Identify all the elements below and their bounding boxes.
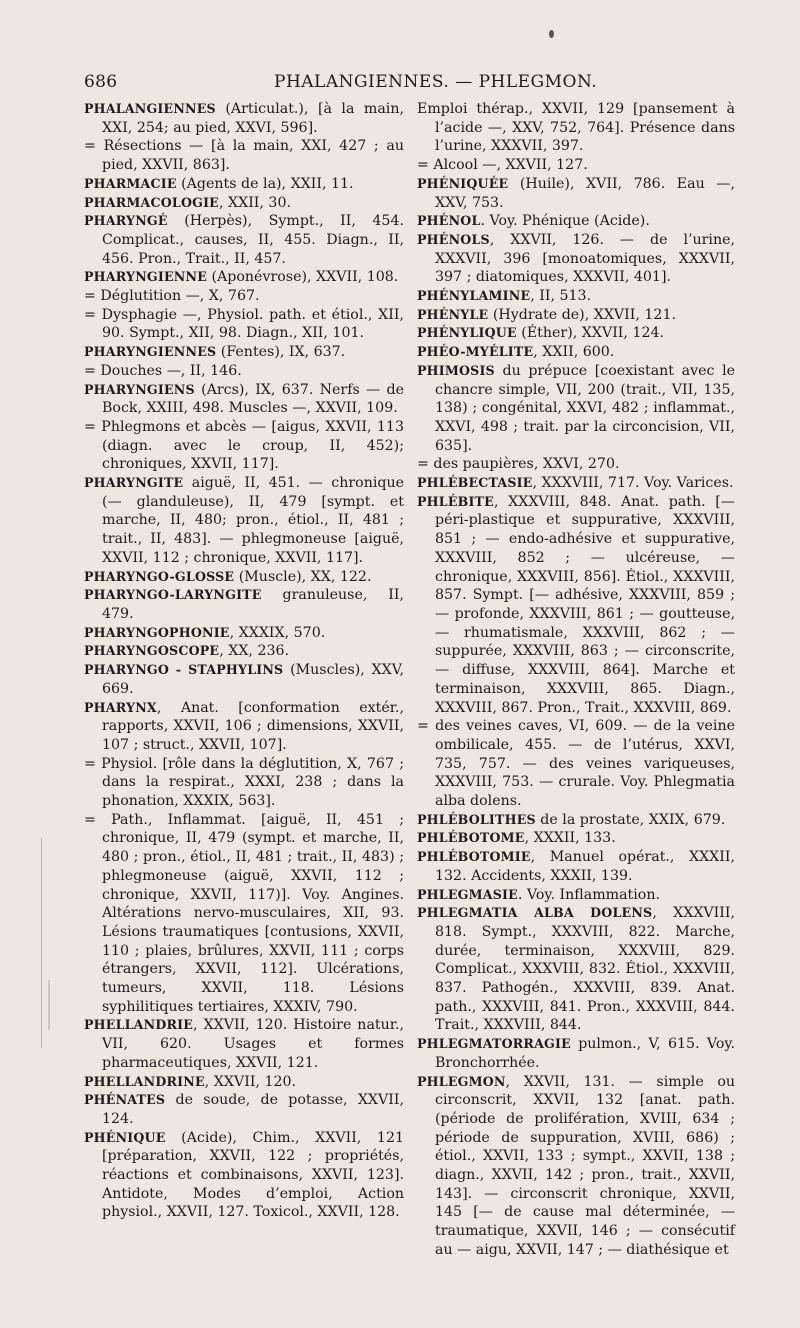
- entry-headword: PHELLANDRINE: [84, 1073, 205, 1089]
- entry-text: (Éther), XXVII, 124.: [516, 325, 665, 342]
- index-entry: [84, 418, 404, 474]
- index-entry: [84, 811, 404, 1017]
- entry-headword: PHÉNIQUE: [84, 1129, 166, 1145]
- index-entry: [84, 755, 404, 811]
- index-entry: [417, 1035, 735, 1072]
- index-entry: [84, 194, 404, 213]
- index-entry: [84, 1016, 404, 1072]
- entry-headword: PHÉNOL: [417, 213, 481, 229]
- entry-headword: PHARYNGO - STAPHYLINS: [84, 662, 284, 678]
- entry-headword: PHIMOSIS: [417, 362, 495, 378]
- index-entry: [84, 474, 404, 568]
- index-entry: [84, 175, 404, 194]
- entry-text: = Alcool —, XXVII, 127.: [417, 157, 588, 174]
- index-entry: [417, 717, 735, 811]
- index-entry: [417, 156, 735, 175]
- entry-text: de la prostate, XXIX, 679.: [535, 811, 726, 828]
- index-entry: [417, 455, 735, 474]
- index-entry: [84, 586, 404, 623]
- entry-headword: PHARYNGIENNE: [84, 269, 207, 285]
- ink-dot: [549, 30, 554, 38]
- index-entry: [417, 811, 735, 830]
- right-column: [417, 100, 735, 1260]
- entry-text: (Acide), Chim., XXVII, 121 [préparation, XXVII, 122 ; propriétés, réactions et combinaisons, XXVII, 123]. Antidote, Modes d’emploi, Action physiol., XXVII, 127. Toxicol., XXVII, 128.: [102, 1129, 404, 1221]
- entry-text: = des veines caves, VI, 609. — de la veine ombilicale, 455. — de l’utérus, XXVI, 735, 757. — des veines variqueuses, XXXVIII, 753. — crurale. Voy. Phlegmatia alba dolens.: [417, 718, 735, 810]
- entry-headword: PHLEGMATORRAGIE: [417, 1036, 571, 1052]
- entry-headword: PHARMACIE: [84, 175, 177, 191]
- entry-headword: PHLÉBECTASIE: [417, 475, 533, 491]
- entry-text: , XXII, 30.: [218, 194, 291, 211]
- left-column: [84, 100, 404, 1222]
- entry-text: = Phlegmons et abcès — [aigus, XXVII, 113 (diagn. avec le croup, II, 452); chroniques, XXVII, 117].: [84, 418, 404, 473]
- entry-text: = Physiol. [rôle dans la déglutition, X, 767 ; dans la respirat., XXXI, 238 ; dans la phonation, XXXIX, 563].: [84, 755, 404, 810]
- running-head: PHALANGIENNES. — PHLEGMON.: [274, 72, 598, 92]
- index-entry: [84, 100, 404, 137]
- index-entry: [84, 642, 404, 661]
- index-entry: [417, 493, 735, 717]
- index-entry: [417, 231, 735, 287]
- entry-headword: PHLÉBOLITHES: [417, 811, 536, 827]
- entry-headword: PHARYNGITE: [84, 475, 184, 491]
- entry-text: , Manuel opérat., XXXII, 132. Accidents, XXXII, 139.: [435, 849, 735, 884]
- entry-text: = des paupières, XXVI, 270.: [417, 456, 620, 473]
- index-entry: [84, 1091, 404, 1128]
- page-header: [84, 72, 744, 102]
- entry-text: , XX, 236.: [219, 643, 290, 660]
- entry-text: , XXXIX, 570.: [229, 624, 326, 641]
- entry-text: aiguë, II, 451. — chronique (— glanduleuse), II, 479 [sympt. et marche, II, 480; pron., étiol., II, 481 ; trait., II, 483]. — phlegmoneuse [aiguë, XXVII, 112 ; chronique, XXVII, 117].: [102, 475, 404, 566]
- entry-text: , XXII, 600.: [533, 344, 615, 361]
- entry-text: (Huile), XVII, 786. Eau —, XXV, 753.: [435, 175, 735, 211]
- entry-headword: PHELLANDRIE: [84, 1017, 194, 1033]
- index-entry: [84, 661, 404, 698]
- page-number: 686: [84, 72, 118, 92]
- index-entry: [417, 306, 735, 325]
- index-entry: [417, 829, 735, 848]
- entry-text: = Déglutition —, X, 767.: [84, 288, 260, 305]
- entry-text: (Articulat.), [à la main, XXI, 254; au pied, XXVI, 596].: [102, 101, 404, 136]
- index-entry: [417, 212, 735, 231]
- index-entry: [417, 100, 735, 156]
- entry-text: de soude, de potasse, XXVII, 124.: [102, 1092, 404, 1127]
- entry-headword: PHÉNYLE: [417, 306, 489, 322]
- entry-text: = Path., Inflammat. [aiguë, II, 451 ; chronique, II, 479 (sympt. et marche, II, 480 ; pron., étiol., II, 481 ; trait., II, 483) ; phlegmoneuse (aiguë, XXVII, 112 ; chronique, XXVII, 117)]. Voy. Angines. Altérations nervo-musculaires, XII, 93. Lésions traumatiques [contusions, XXVII, 110 ; plaies, brûlures, XXVII, 111 ; corps étrangers, XXVII, 112]. Ulcérations, tumeurs, XXVII, 118. Lésions syphilitiques tertiaires, XXXIV, 790.: [84, 811, 404, 1015]
- index-entry: [84, 381, 404, 418]
- index-entry: [84, 343, 404, 362]
- index-entry: [84, 362, 404, 381]
- entry-headword: PHARYNGO-GLOSSE: [84, 568, 235, 584]
- index-entry: [417, 287, 735, 306]
- entry-text: (Agents de la), XXII, 11.: [176, 175, 354, 192]
- margin-pencil-mark-2: [48, 980, 50, 1030]
- index-entry: [84, 568, 404, 587]
- entry-text: = Dysphagie —, Physiol. path. et étiol., XII, 90. Sympt., XII, 98. Diagn., XII, 101.: [84, 306, 404, 342]
- index-entry: [417, 1073, 735, 1260]
- entry-headword: PHARYNGIENS: [84, 381, 195, 397]
- entry-text: (Muscle), XX, 122.: [234, 568, 372, 585]
- entry-headword: PHLÉBOTOMIE: [417, 849, 531, 865]
- index-entry: [84, 1073, 404, 1092]
- index-entry: [84, 624, 404, 643]
- entry-text: pulmon., V, 615. Voy. Bronchorrhée.: [435, 1036, 735, 1071]
- entry-text: (Muscles), XXV, 669.: [102, 662, 404, 697]
- entry-text: , XXXVIII, 818. Sympt., XXXVIII, 822. Marche, durée, terminaison, XXXVIII, 829. Complicat., XXXVIII, 832. Étiol., XXXVIII, 837. Pathogén., XXXVIII, 839. Anat. path., XXXVIII, 841. Pron., XXXVIII, 844. Trait., XXXVIII, 844.: [435, 905, 736, 1034]
- index-entry: [417, 474, 735, 493]
- entry-headword: PHÉO-MYÉLITE: [417, 344, 534, 360]
- index-entry: [417, 343, 735, 362]
- entry-headword: PHALANGIENNES: [84, 101, 216, 116]
- entry-text: , XXVII, 126. — de l’urine, XXXVII, 396 [monoatomiques, XXXVII, 397 ; diatomiques, XXXVII, 401].: [435, 231, 735, 286]
- entry-text: , XXXVIII, 717. Voy. Varices.: [532, 475, 734, 492]
- index-entry: [84, 699, 404, 755]
- entry-text: . Voy. Inflammation.: [517, 886, 660, 903]
- index-entry: [417, 324, 735, 343]
- index-entry: [84, 212, 404, 268]
- index-entry: [84, 287, 404, 306]
- entry-text: (Hydrate de), XXVII, 121.: [488, 306, 676, 323]
- entry-headword: PHÉNYLAMINE: [417, 288, 531, 304]
- entry-text: Emploi thérap., XXVII, 129 [pansement à l’acide —, XXV, 752, 764]. Présence dans l’urine, XXXVII, 397.: [417, 101, 735, 155]
- index-entry: [84, 137, 404, 174]
- entry-text: , XXXVIII, 848. Anat. path. [— péri-plastique et suppurative, XXXVIII, 851 ; — endo-adhésive et suppurative, XXXVIII, 852 ; — ulcéreuse, — chronique, XXXVIII, 856]. Étiol., XXXVIII, 857. Sympt. [— adhésive, XXXVIII, 859 ; — profonde, XXXVIII, 861 ; — goutteuse, — rhumatismale, XXXVIII, 862 ; — suppurée, XXXVIII, 863 ; — circonscrite, — diffuse, XXXVIII, 864]. Marche et terminaison, XXXVIII, 865. Diagn., XXXVIII, 867. Pron., Trait., XXXVIII, 869.: [435, 493, 735, 716]
- index-entry: [417, 175, 735, 212]
- index-entry: [417, 886, 735, 905]
- index-entry: [417, 848, 735, 885]
- entry-text: du prépuce [coexistant avec le chancre simple, VII, 200 (trait., VII, 135, 138) ; congénital, XXVI, 482 ; inflammat., XXVI, 498 ; trait. par la circoncision, VII, 635].: [435, 362, 735, 454]
- entry-text: , XXVII, 131. — simple ou circonscrit, XXVII, 132 [anat. path. (période de prolifération, XVIII, 634 ; période de suppuration, XVIII, 686) ; étiol., XXVII, 133 ; sympt., XXVII, 138 ; diagn., XXVII, 142 ; pron., trait., XXVII, 143]. — circonscrit chronique, XXVII, 145 [— de cause mal déterminée, — traumatique, XXVII, 146 ; — consécutif au — aigu, XXVII, 147 ; — diathésique et: [435, 1073, 735, 1258]
- entry-text: , XXVII, 120. Histoire natur., VII, 620. Usages et formes pharmaceutiques, XXVII, 121.: [102, 1017, 404, 1071]
- index-entry: [417, 362, 735, 456]
- entry-text: = Résections — [à la main, XXI, 427 ; au pied, XXVII, 863].: [84, 138, 404, 174]
- entry-text: (Herpès), Sympt., II, 454. Complicat., causes, II, 455. Diagn., II, 456. Pron., Trait., II, 457.: [102, 213, 404, 267]
- entry-headword: PHARMACOLOGIE: [84, 194, 219, 210]
- entry-headword: PHARYNGOSCOPE: [84, 643, 220, 659]
- margin-pencil-mark: [41, 838, 52, 1048]
- entry-headword: PHLEGMASIE: [417, 886, 518, 902]
- entry-headword: PHLÉBOTOME: [417, 830, 525, 846]
- entry-text: , Anat. [conformation extér., rapports, XXVII, 106 ; dimensions, XXVII, 107 ; struct., XXVII, 107].: [102, 699, 404, 753]
- entry-headword: PHLEGMATIA ALBA DOLENS: [417, 905, 653, 921]
- entry-headword: PHÉNATES: [84, 1092, 166, 1108]
- entry-headword: PHÉNOLS: [417, 231, 490, 247]
- entry-text: (Fentes), IX, 637.: [216, 344, 346, 361]
- index-entry: [84, 306, 404, 343]
- entry-headword: PHÉNYLIQUE: [417, 325, 517, 341]
- index-entry: [84, 1129, 404, 1223]
- entry-headword: PHARYNGÉ: [84, 213, 168, 229]
- entry-headword: PHARYNGOPHONIE: [84, 624, 230, 640]
- entry-headword: PHÉNIQUÉE: [417, 175, 509, 191]
- entry-text: , II, 513.: [530, 288, 592, 305]
- entry-text: = Douches —, II, 146.: [84, 362, 242, 379]
- entry-text: . Voy. Phénique (Acide).: [480, 213, 650, 230]
- entry-headword: PHLEGMON: [417, 1073, 506, 1089]
- entry-text: , XXVII, 120.: [204, 1073, 297, 1090]
- entry-headword: PHARYNGO-LARYNGITE: [84, 587, 262, 603]
- entry-text: (Arcs), IX, 637. Nerfs — de Bock, XXIII, 498. Muscles —, XXVII, 109.: [102, 381, 404, 417]
- entry-text: , XXXII, 133.: [524, 830, 616, 847]
- index-entry: [84, 268, 404, 287]
- index-entry: [417, 904, 735, 1035]
- entry-headword: PHARYNGIENNES: [84, 344, 217, 360]
- entry-headword: PHLÉBITE: [417, 493, 494, 509]
- entry-text: (Aponévrose), XXVII, 108.: [207, 269, 399, 286]
- entry-text: granuleuse, II, 479.: [102, 587, 404, 622]
- entry-headword: PHARYNX: [84, 699, 157, 715]
